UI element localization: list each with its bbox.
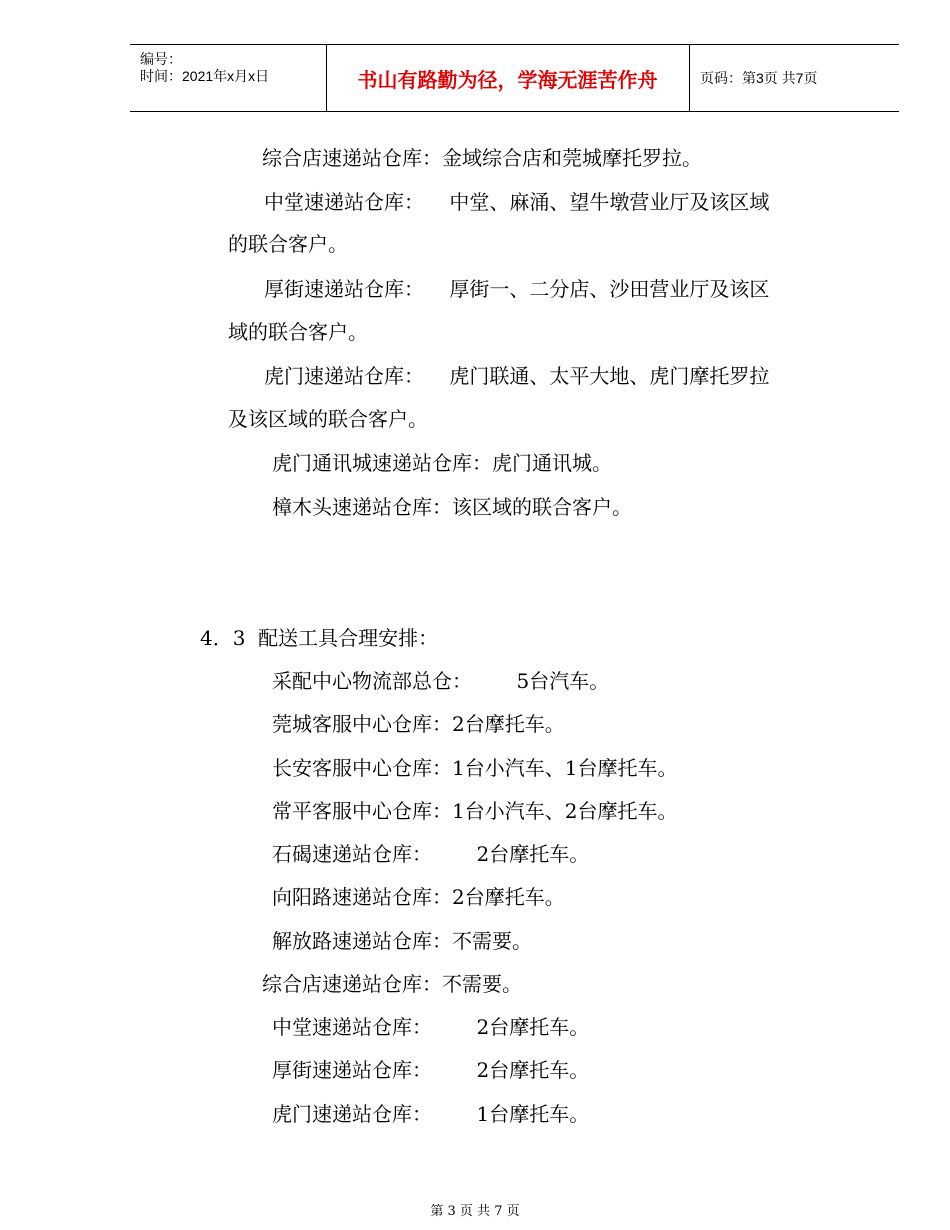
body-line: 虎门速递站仓库： 1台摩托车。: [272, 1102, 590, 1126]
body-line: 长安客服中心仓库：1台小汽车、1台摩托车。: [272, 756, 678, 780]
body-line: 域的联合客户。: [228, 320, 368, 344]
page-footer: 第 3 页 共 7 页: [430, 1204, 520, 1219]
page-header: [130, 44, 899, 112]
document-time-label: 时间：2021年x月x日: [140, 68, 270, 84]
body-line: 中堂速递站仓库： 2台摩托车。: [272, 1015, 590, 1039]
body-line: 综合店速递站仓库：金域综合店和莞城摩托罗拉。: [262, 146, 702, 170]
body-line: 虎门通讯城速递站仓库：虎门通讯城。: [272, 451, 612, 475]
header-page-cell: [690, 45, 899, 111]
body-line: 石碣速递站仓库： 2台摩托车。: [272, 842, 590, 866]
header-meta-cell: [130, 45, 327, 111]
body-line: 向阳路速递站仓库：2台摩托车。: [272, 885, 565, 909]
body-line: 虎门速递站仓库： 虎门联通、太平大地、虎门摩托罗拉: [264, 364, 770, 388]
body-line: 厚街速递站仓库： 2台摩托车。: [272, 1058, 590, 1082]
body-line: 莞城客服中心仓库：2台摩托车。: [272, 712, 565, 736]
section-heading: 4．3 配送工具合理安排：: [200, 626, 439, 650]
document-number-label: 编号：: [140, 51, 182, 67]
body-line: 采配中心物流部总仓： 5台汽车。: [272, 669, 610, 693]
body-line: 樟木头速递站仓库：该区域的联合客户。: [272, 495, 632, 519]
body-line: 常平客服中心仓库：1台小汽车、2台摩托车。: [272, 799, 678, 823]
body-line: 厚街速递站仓库： 厚街一、二分店、沙田营业厅及该区: [264, 277, 770, 301]
header-page-info: 页码：第3页 共7页: [700, 70, 818, 86]
body-line: 的联合客户。: [228, 232, 348, 256]
header-motto-cell: [326, 45, 690, 111]
body-line: 及该区域的联合客户。: [228, 407, 428, 431]
header-motto: 书山有路勤为径，学海无涯苦作舟: [357, 68, 658, 92]
body-line: 中堂速递站仓库： 中堂、麻涌、望牛墩营业厅及该区域: [264, 190, 770, 214]
body-line: 解放路速递站仓库：不需要。: [272, 929, 532, 953]
body-line: 综合店速递站仓库：不需要。: [262, 972, 522, 996]
